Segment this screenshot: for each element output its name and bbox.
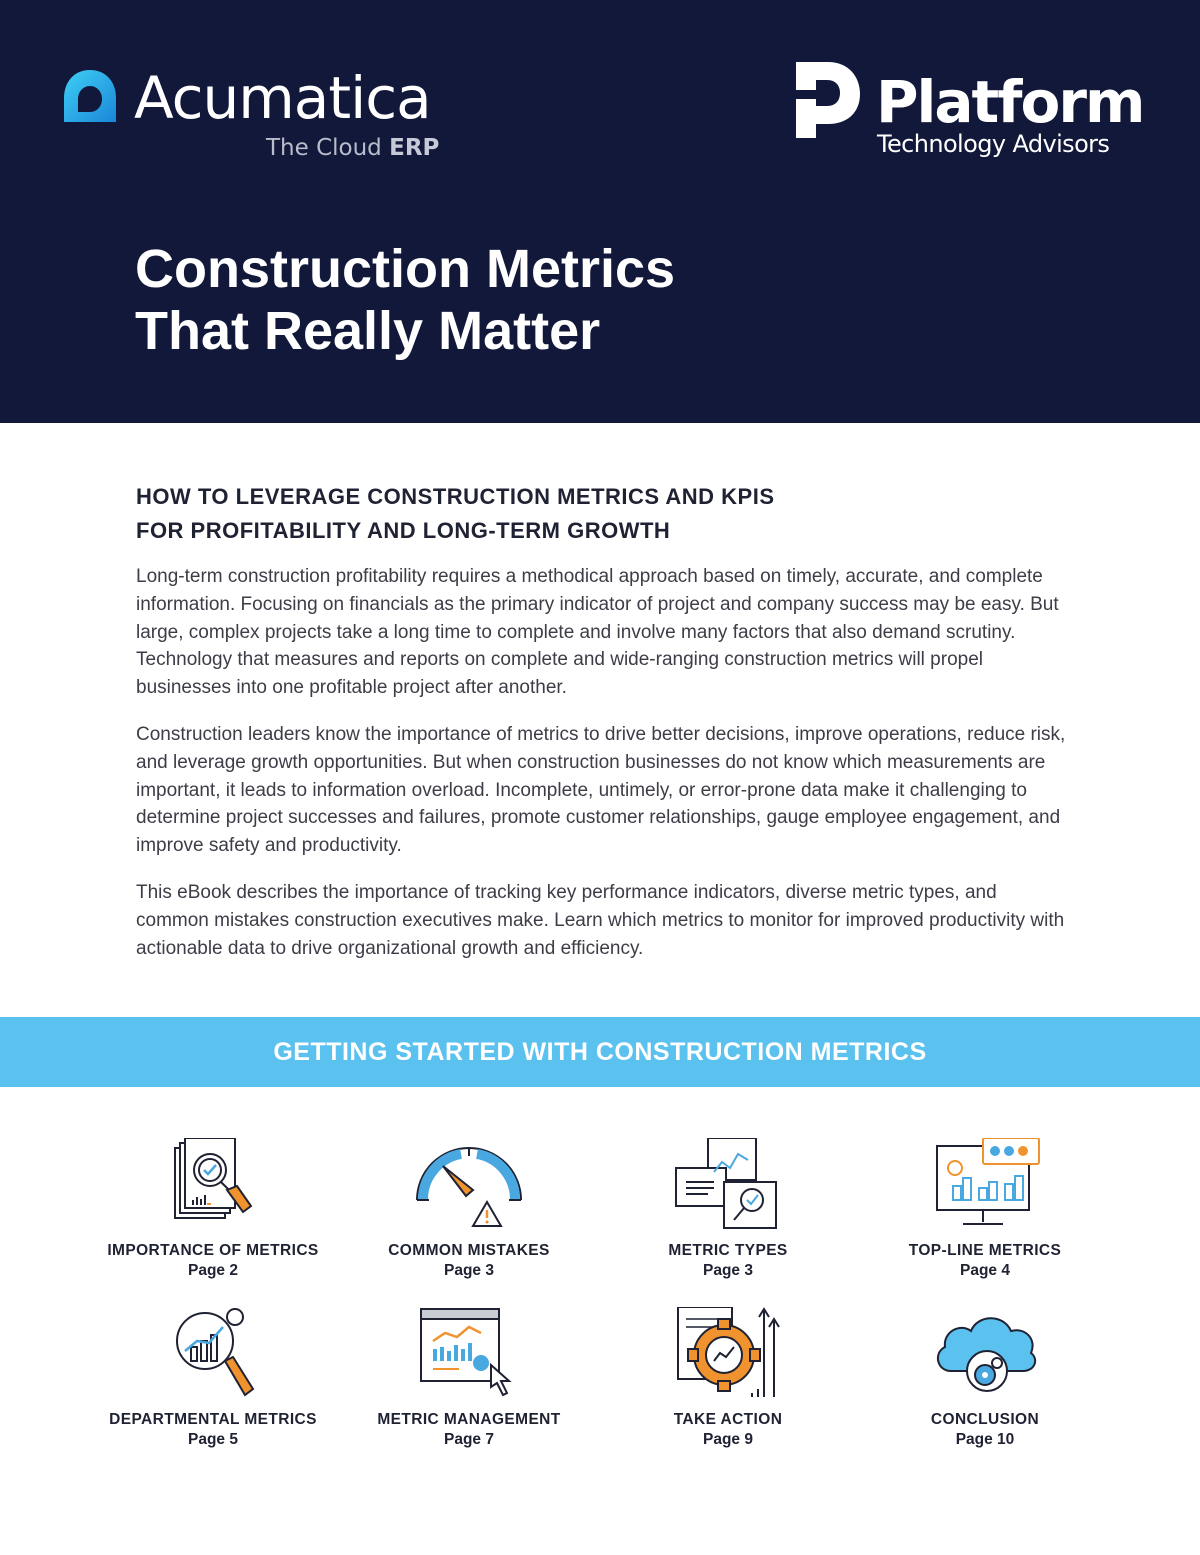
acumatica-mark-icon [62, 68, 118, 124]
toc-label: METRIC TYPES [668, 1242, 788, 1259]
acumatica-wordmark: Acumatica [134, 64, 431, 132]
section-band [0, 1017, 1200, 1087]
acumatica-logo [62, 64, 442, 164]
acumatica-tagline [266, 135, 439, 161]
tagline-prefix: The Cloud [266, 135, 390, 161]
platform-wordmark: Platform [876, 68, 1144, 136]
toc-page: Page 5 [188, 1431, 238, 1448]
platform-p-mark-icon [794, 60, 862, 140]
toc-page: Page 10 [955, 1431, 1015, 1448]
dashboard-pointer-icon [409, 1307, 529, 1403]
section-band-title: GETTING STARTED WITH CONSTRUCTION METRICS [273, 1038, 927, 1066]
intro-heading-line-2: FOR PROFITABILITY AND LONG-TERM GROWTH [136, 518, 671, 543]
intro-paragraph-3: This eBook describes the importance of tracking key performance indicators, diverse metric types, and common mistakes construction executives make. Learn which metrics to monitor for improved productivity with actionable data to drive organizational growth and efficiency. [136, 881, 1065, 959]
intro-heading-line-1: HOW TO LEVERAGE CONSTRUCTION METRICS AND KPIS [136, 484, 775, 509]
cloud-gear-icon [925, 1307, 1045, 1403]
gear-checklist-icon [668, 1307, 788, 1403]
toc-label: TAKE ACTION [673, 1411, 783, 1428]
toc-label: IMPORTANCE OF METRICS [107, 1242, 319, 1259]
magnifier-growth-icon [153, 1307, 273, 1403]
toc-label: TOP-LINE METRICS [908, 1242, 1062, 1259]
title-line-1: Construction Metrics [135, 239, 676, 299]
intro-heading [136, 480, 775, 548]
toc-page: Page 2 [188, 1262, 238, 1279]
intro-body [136, 563, 1066, 981]
page-title [135, 238, 675, 362]
platform-logo [794, 60, 1154, 170]
monitor-chat-icon [925, 1138, 1045, 1234]
toc-page: Page 3 [444, 1262, 494, 1279]
hero-header [0, 0, 1200, 423]
toc-page: Page 3 [703, 1262, 753, 1279]
toc-label: COMMON MISTAKES [388, 1242, 550, 1259]
tagline-bold: ERP [389, 135, 440, 161]
toc-label: DEPARTMENTAL METRICS [109, 1411, 317, 1428]
intro-paragraph-2: Construction leaders know the importance of metrics to drive better decisions, improve operations, reduce risk, and leverage growth opportunities. But when construction businesses do not know which measurements are important, it leads to information overload. Incomplete, untimely, or error-prone data make it challenging to determine project successes and failures, promote customer relationships, gauge employee engagement, and improve safety and productivity. [136, 723, 1066, 857]
toc-label: CONCLUSION [930, 1411, 1040, 1428]
toc-page: Page 9 [703, 1431, 753, 1448]
magnifier-report-icon [153, 1138, 273, 1234]
title-line-2: That Really Matter [135, 301, 601, 361]
toc-page: Page 4 [960, 1262, 1010, 1279]
platform-subtitle: Technology Advisors [877, 130, 1110, 158]
toc-page: Page 7 [444, 1431, 494, 1448]
documents-chart-icon [668, 1138, 788, 1234]
toc-label: METRIC MANAGEMENT [377, 1411, 561, 1428]
gauge-warning-icon [409, 1138, 529, 1234]
intro-paragraph-1: Long-term construction profitability requires a methodical approach based on timely, accurate, and complete information. Focusing on financials as the primary indicator of project and company success may be easy. But large, complex projects take a long time to complete and involve many factors that also demand scrutiny. Technology that measures and reports on complete and wide-ranging construction metrics will propel businesses into one profitable project after another. [136, 566, 1059, 699]
